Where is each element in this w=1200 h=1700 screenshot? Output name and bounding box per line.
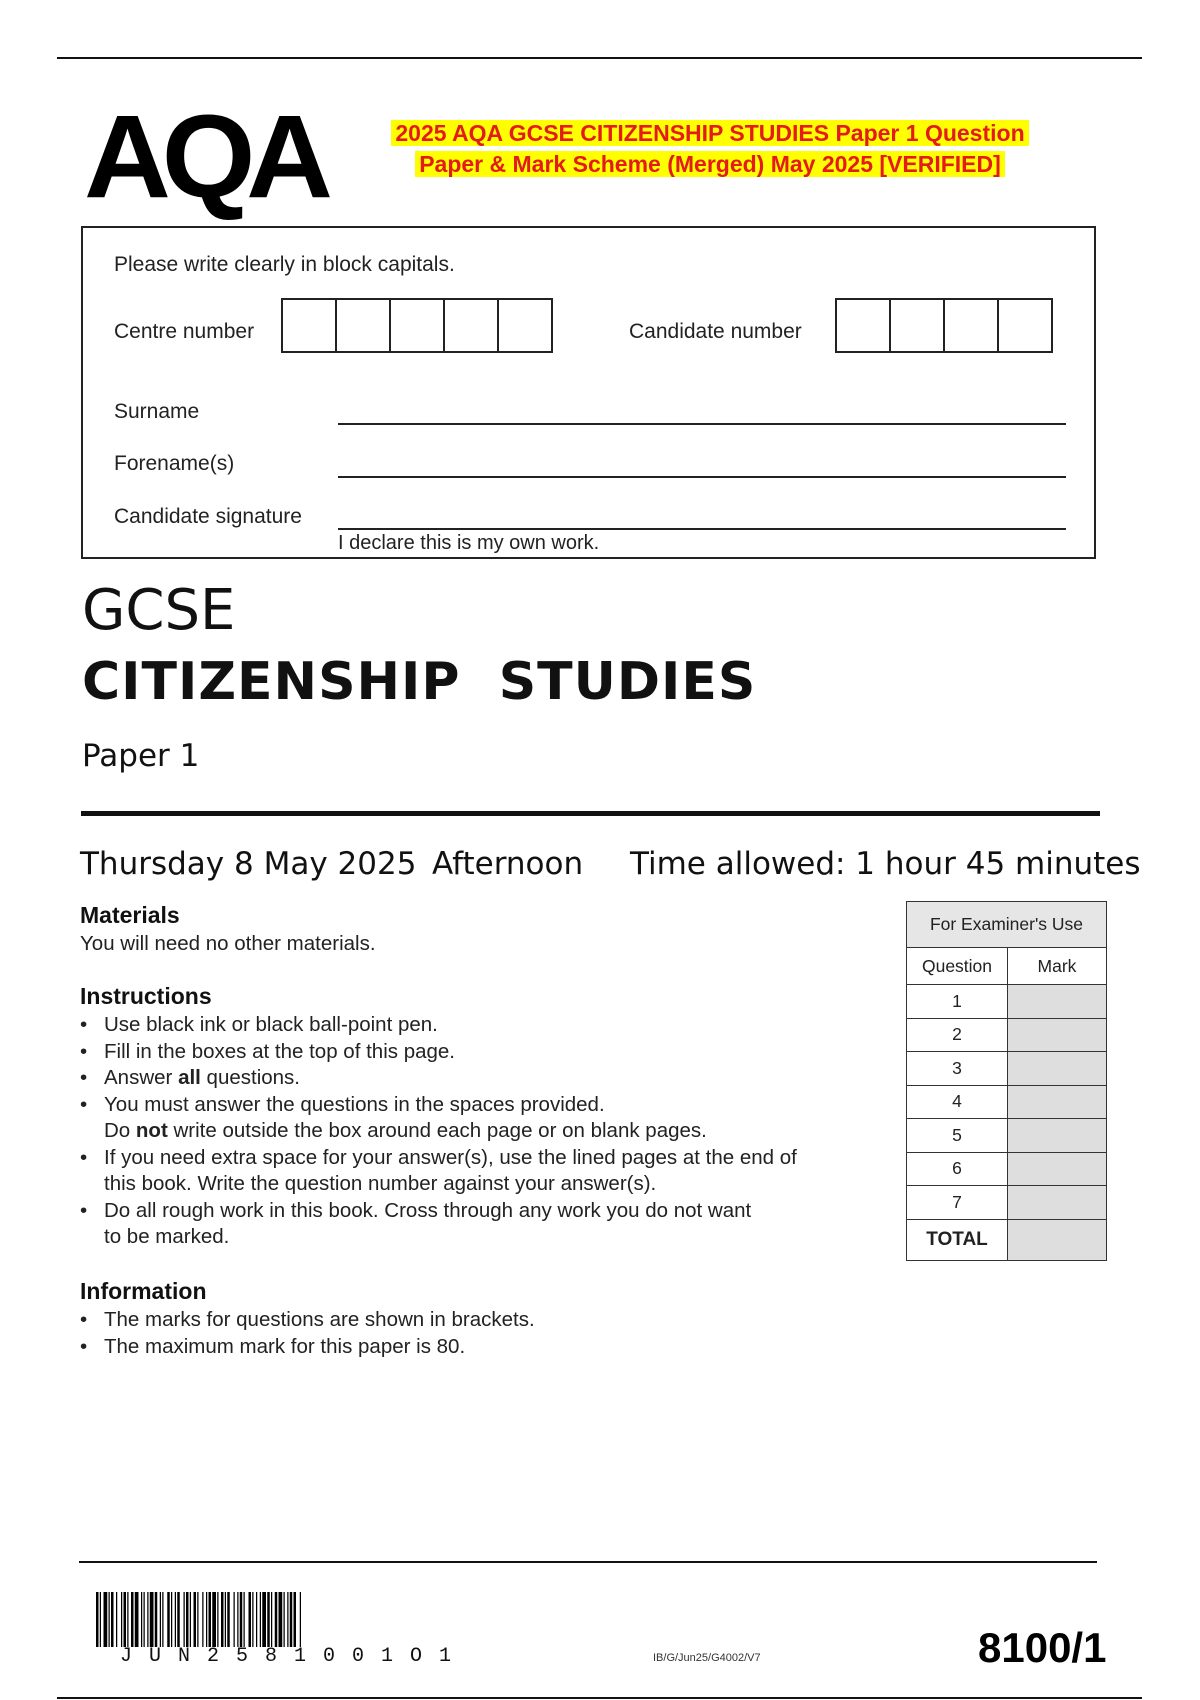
block-capitals-instruction: Please write clearly in block capitals. [114, 253, 455, 276]
answer-bold: all [178, 1066, 201, 1089]
surname-field[interactable] [338, 423, 1066, 425]
barcode-bar [227, 1592, 230, 1647]
barcode-bar [155, 1592, 158, 1647]
forenames-field[interactable] [338, 476, 1066, 478]
answer-suffix: questions. [200, 1066, 301, 1089]
barcode-bar [167, 1592, 170, 1647]
question-number: 7 [907, 1186, 1008, 1220]
barcode-bar [175, 1592, 176, 1647]
banner-line-2: Paper & Mark Scheme (Merged) May 2025 [VERIFIED] [415, 151, 1005, 177]
examiner-use-table [906, 901, 1107, 1261]
barcode-bar [290, 1592, 293, 1647]
materials-text: You will need no other materials. [80, 932, 376, 955]
centre-number-label: Centre number [114, 320, 255, 343]
barcode-bar [225, 1592, 226, 1647]
list-item: • The marks for questions are shown in brackets. [80, 1307, 780, 1334]
total-label: TOTAL [907, 1219, 1008, 1260]
candidate-details-box [81, 226, 1096, 559]
do-bold: not [135, 1119, 168, 1142]
barcode-bar [202, 1592, 203, 1647]
barcode-bar [131, 1592, 134, 1647]
barcode-bar [141, 1592, 142, 1647]
candidate-number-boxes [835, 298, 1053, 353]
information-heading: Information [80, 1278, 207, 1304]
exam-session: Afternoon [432, 846, 584, 882]
signature-field[interactable] [338, 528, 1066, 530]
rough-work-line-1: Do all rough work in this book. Cross through any work you do not want [104, 1198, 752, 1222]
barcode-bar [284, 1592, 285, 1647]
bottom-rule [57, 1697, 1142, 1699]
list-item: • Use black ink or black ball-point pen. [80, 1012, 870, 1039]
barcode-bar [124, 1592, 127, 1647]
question-number: 3 [907, 1052, 1008, 1086]
barcode-bar [294, 1592, 297, 1647]
barcode-bar [240, 1592, 243, 1647]
centre-number-boxes [281, 298, 553, 353]
barcode-bar [171, 1592, 172, 1647]
barcode-bar [237, 1592, 238, 1647]
barcode-bar [262, 1592, 266, 1647]
do-suffix: write outside the box around each page or on blank pages. [167, 1119, 707, 1142]
aqa-logo: AQA [84, 91, 324, 223]
barcode-bar [234, 1592, 235, 1647]
banner-line-1: 2025 AQA GCSE CITIZENSHIP STUDIES Paper 1 Question [391, 120, 1028, 146]
mark-cell [1008, 1085, 1107, 1119]
list-item [80, 1198, 870, 1251]
question-number: 6 [907, 1152, 1008, 1186]
rough-work-line-2: to be marked. [104, 1225, 230, 1248]
question-number: 2 [907, 1018, 1008, 1052]
barcode-bar [186, 1592, 189, 1647]
barcode-bar [109, 1592, 110, 1647]
centre-number-cell[interactable] [335, 298, 391, 353]
barcode-bar [279, 1592, 283, 1647]
top-rule [57, 57, 1142, 59]
barcode-bar [144, 1592, 145, 1647]
barcode-bar [116, 1592, 117, 1647]
barcode-digits: JUN2581001O1 [120, 1645, 469, 1668]
barcode-bar [121, 1592, 122, 1647]
mark-column-header: Mark [1008, 948, 1107, 985]
paper-title: Paper 1 [82, 738, 200, 774]
list-item: • Fill in the boxes at the top of this page. [80, 1039, 870, 1066]
barcode-bar [150, 1592, 154, 1647]
document-reference: IB/G/Jun25/G4002/V7 [653, 1652, 761, 1664]
exam-date: Thursday 8 May 2025 [80, 846, 417, 882]
candidate-number-cell[interactable] [835, 298, 891, 353]
forenames-label: Forename(s) [114, 452, 235, 475]
centre-number-cell[interactable] [389, 298, 445, 353]
barcode-bar [221, 1592, 224, 1647]
barcode-bar [256, 1592, 257, 1647]
list-item [80, 1065, 870, 1092]
barcode-bar [160, 1592, 161, 1647]
barcode-bar [209, 1592, 212, 1647]
barcode-bar [100, 1592, 101, 1647]
centre-number-cell[interactable] [443, 298, 499, 353]
barcode-bar [96, 1592, 99, 1647]
barcode-bar [190, 1592, 191, 1647]
examiner-table-title: For Examiner's Use [907, 902, 1107, 948]
barcode-bar [260, 1592, 261, 1647]
barcode-bar [162, 1592, 163, 1647]
barcode-bar [206, 1592, 207, 1647]
barcode-bar [212, 1592, 216, 1647]
barcode-bar [111, 1592, 114, 1647]
barcode-bar [252, 1592, 253, 1647]
signature-label: Candidate signature [114, 505, 302, 528]
materials-heading: Materials [80, 902, 180, 928]
mark-cell [1008, 1119, 1107, 1153]
mark-cell [1008, 1018, 1107, 1052]
barcode-bar [127, 1592, 128, 1647]
mark-cell [1008, 1052, 1107, 1086]
barcode-bar [275, 1592, 278, 1647]
total-mark-cell [1008, 1219, 1107, 1260]
barcode-bar [194, 1592, 197, 1647]
barcode-bar [184, 1592, 185, 1647]
title-banner [370, 118, 1050, 180]
barcode-bar [104, 1592, 108, 1647]
barcode-bar [249, 1592, 252, 1647]
subject-title: CITIZENSHIP STUDIES [82, 652, 757, 712]
question-number: 4 [907, 1085, 1008, 1119]
barcode-bar [287, 1592, 288, 1647]
mark-cell [1008, 1186, 1107, 1220]
barcode-bar [197, 1592, 198, 1647]
barcode-bar [217, 1592, 218, 1647]
question-column-header: Question [907, 948, 1008, 985]
information-list [80, 1307, 780, 1360]
instruction-spaces: You must answer the questions in the spaces provided. [104, 1092, 605, 1116]
barcode-bar [244, 1592, 245, 1647]
qualification-title: GCSE [82, 578, 236, 643]
list-item: • The maximum mark for this paper is 80. [80, 1334, 780, 1361]
barcode-bar [135, 1592, 139, 1647]
declaration-text: I declare this is my own work. [338, 532, 600, 554]
do-prefix: Do [104, 1119, 136, 1142]
list-item [80, 1092, 870, 1145]
title-divider [81, 811, 1100, 816]
extra-space-line-2: this book. Write the question number against your answer(s). [104, 1172, 657, 1195]
extra-space-line-1: If you need extra space for your answer(s), use the lined pages at the end of [104, 1145, 797, 1169]
candidate-number-cell[interactable] [997, 298, 1053, 353]
candidate-number-cell[interactable] [889, 298, 945, 353]
centre-number-cell[interactable] [497, 298, 553, 353]
barcode [96, 1592, 482, 1647]
footer-rule [79, 1561, 1097, 1563]
barcode-bar [271, 1592, 272, 1647]
answer-prefix: Answer [104, 1066, 179, 1089]
mark-cell [1008, 1152, 1107, 1186]
barcode-bar [267, 1592, 270, 1647]
mark-cell [1008, 985, 1107, 1019]
question-number: 5 [907, 1119, 1008, 1153]
surname-label: Surname [114, 400, 200, 423]
question-number: 1 [907, 985, 1008, 1019]
centre-number-cell[interactable] [281, 298, 337, 353]
instructions-heading: Instructions [80, 983, 212, 1009]
candidate-number-cell[interactable] [943, 298, 999, 353]
paper-code: 8100/1 [978, 1624, 1107, 1671]
instructions-list [80, 1012, 870, 1251]
barcode-bar [177, 1592, 180, 1647]
barcode-bar [147, 1592, 148, 1647]
candidate-number-label: Candidate number [629, 320, 802, 343]
list-item [80, 1145, 870, 1198]
barcode-bar [300, 1592, 301, 1647]
time-allowed: Time allowed: 1 hour 45 minutes [630, 846, 1141, 882]
